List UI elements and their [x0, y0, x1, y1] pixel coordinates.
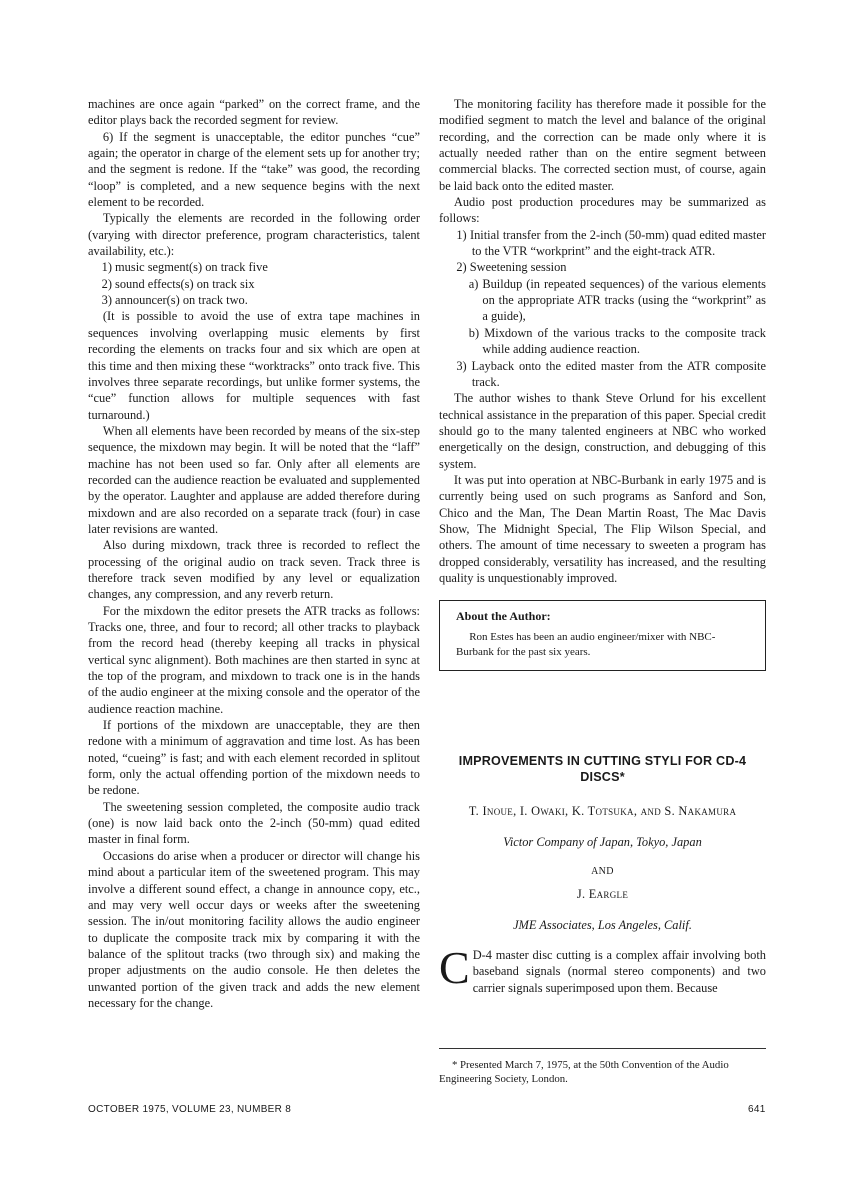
right-column-paragraph: Audio post production procedures may be summarized as follows: — [439, 195, 766, 226]
right-column-paragraph: The monitoring facility has therefore made it possible for the modified segment to match the level and balance of the original recording, and the correction can be made only where it is actually needed rather than on the entire segment between commercial blacks. The corrected section must, of course, again be laid back onto the edited master. — [439, 97, 766, 193]
footnote — [439, 1048, 766, 1086]
footer-issue: OCTOBER 1975, VOLUME 23, NUMBER 8 — [88, 1104, 292, 1115]
about-author-title: About the Author: — [456, 609, 551, 624]
right-column-paragraphs — [439, 96, 766, 586]
right-column-paragraph: 3) Layback onto the edited master from the ATR composite track. — [456, 358, 766, 389]
left-column-paragraph: For the mixdown the editor presets the ATR tracks as follows: Tracks one, three, and four to record; all other tracks to playback from the record head (thereby keeping all tracks in physical vertical sync alignment). Both machines are then started in sync at the top of the program, and mixdown to track one is in the hands of the audio engineer at the mixing console and the operator of the audience reaction machine. — [88, 603, 420, 716]
article-authors: T. Inoue, I. Owaki, K. Totsuka, and S. Nakamura — [468, 804, 737, 819]
left-column — [88, 96, 420, 1011]
footer-page-number: 641 — [748, 1104, 766, 1115]
article-affiliation: Victor Company of Japan, Tokyo, Japan — [503, 834, 702, 849]
left-column-paragraph: 1) music segment(s) on track five — [101, 260, 268, 275]
footnote-text: * Presented March 7, 1975, at the 50th Convention of the Audio Engineering Society, London. — [439, 1059, 729, 1085]
about-author-box — [439, 600, 766, 671]
left-column-paragraph: When all elements have been recorded by means of the six-step sequence, the mixdown may begin. It will be noted that the “laff” machine has not been used so far. Only after all elements are recorded can the audience reaction be evaluated and supplemented by the operator. Laughter and applause are added therefore during mixdown and are also recorded on a separate track (four) in case later revisions are wanted. — [88, 423, 420, 536]
left-column-paragraph: 6) If the segment is unacceptable, the editor punches “cue” again; the operator in charge of the element sets up for another try; and the segment is redone. If the “take” was good, the recording “loop” is completed, and a new sequence begins with the next element to be recorded. — [88, 129, 420, 210]
left-column-paragraph: The sweetening session completed, the composite audio track (one) is now laid back onto the 2-inch (50-mm) quad edited master in final form. — [88, 799, 420, 847]
left-column-paragraph: Typically the elements are recorded in the following order (varying with director preference, program characteristics, talent availability, etc.): — [88, 211, 420, 259]
article-second-author: J. Eargle — [576, 887, 629, 902]
left-column-paragraph: Occasions do arise when a producer or director will change his mind about a particular item of the sweetened program. This may involve a different sound effect, a change in announce copy, etc., and may very well occur days or weeks after the sweetening session. The in/out monitoring facility allows the audio engineer to duplicate the composite track mix by comparing it with the balance of the splitout tracks (two through six) and making the proper adjustments on the audio console. He then deletes the unwanted portion of the given track and adds the new element necessary for the change. — [88, 848, 420, 1010]
article-opening-paragraph — [439, 942, 766, 996]
right-column-paragraph: 2) Sweetening session — [456, 260, 567, 275]
left-column-paragraph: 3) announcer(s) on track two. — [101, 293, 248, 308]
right-column — [439, 96, 766, 996]
article-opening-text: D-4 master disc cutting is a complex affair involving both baseband signals (normal stereo components) and two carrier signals superimposed upon them. Because — [472, 948, 766, 995]
drop-cap: C — [439, 942, 470, 994]
left-column-paragraph: 2) sound effects(s) on track six — [101, 276, 255, 291]
right-column-paragraph: It was put into operation at NBC-Burbank in early 1975 and is currently being used on such programs as Sanford and Son, Chico and the Man, The Dean Martin Roast, The Mac Davis Show, The Midnight Special, The Flip Wilson Special, and others. The amount of time necessary to sweeten a program has dropped considerably, versatility has increased, and the resulting quality is unquestionably improved. — [439, 472, 766, 585]
about-author-text: Ron Estes has been an audio engineer/mixer with NBC-Burbank for the past six years. — [456, 631, 716, 659]
left-column-paragraph: If portions of the mixdown are unacceptable, they are then redone with a minimum of aggravation and time lost. As has been noted, “cueing” is fast; and with each element recorded in splitout form, only the actual offending portion of the mixdown needs to be redone. — [88, 718, 420, 798]
right-column-paragraph: b) Mixdown of the various tracks to the composite track while adding audience reaction. — [468, 325, 766, 357]
article-title: IMPROVEMENTS IN CUTTING STYLI FOR CD-4 DISCS* — [458, 754, 747, 785]
left-column-paragraph: (It is possible to avoid the use of extra tape machines in sequences involving overlapping music elements by first recording the elements on tracks four and six which are open at this time and then mixing these “worktracks” onto track five. This involves three separate recordings, but unlike former systems, the “cue” function allows for multiple sequences with fast turnaround.) — [88, 309, 420, 422]
right-column-paragraph: a) Buildup (in repeated sequences) of the various elements on the appropriate ATR tracks (using the “workprint” as a guide), — [468, 276, 766, 324]
article-second-affiliation: JME Associates, Los Angeles, Calif. — [513, 917, 692, 932]
left-column-paragraph: Also during mixdown, track three is recorded to reflect the processing of the original audio on track seven. Track three is therefore track seven modified by any level or equalization changes, any compression, and any reverb return. — [88, 538, 420, 602]
right-column-paragraph: The author wishes to thank Steve Orlund for his excellent technical assistance in the preparation of this paper. Special credit should go to the many talented engineers at NBC who worked energetically on the design, construction, and debugging of this system. — [439, 391, 766, 471]
article-and: AND — [591, 866, 614, 877]
right-column-paragraph: 1) Initial transfer from the 2-inch (50-mm) quad edited master to the VTR “workprint” and the eight-track ATR. — [456, 227, 766, 259]
left-column-paragraph: machines are once again “parked” on the correct frame, and the editor plays back the recorded segment for review. — [88, 97, 420, 128]
